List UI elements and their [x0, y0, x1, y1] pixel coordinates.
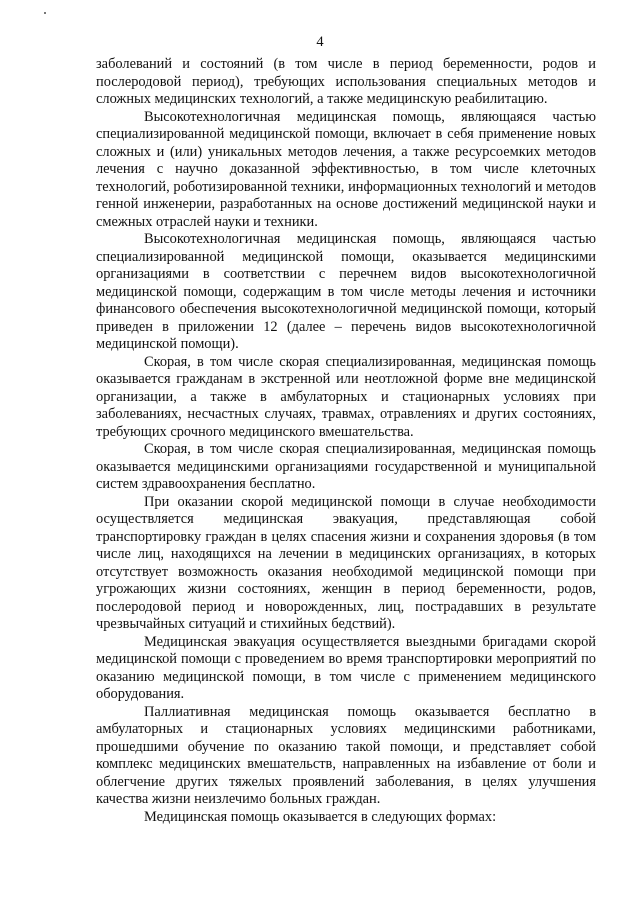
paragraph-care-forms-intro: Медицинская помощь оказывается в следующих формах:: [144, 808, 497, 825]
paragraph-evacuation-teams: Медицинская эвакуация осуществляется выездными бригадами скорой медицинской помощи с проведением во время транспортировки мероприятий по оказанию медицинской помощи, в том числе с применением медицинского оборудования.: [96, 633, 596, 702]
paragraph-palliative-care: Паллиативная медицинская помощь оказывается бесплатно в амбулаторных и стационарных условиях медицинскими работниками, прошедшими обучение по оказанию такой помощи, и представляет собой комплекс медицинских вмешательств, направленных на избавление от боли и облегчение других тяжелых проявлений заболевания, в целях улучшения качества жизни неизлечимо больных граждан.: [96, 703, 596, 807]
paragraph-medical-evacuation: При оказании скорой медицинской помощи в случае необходимости осуществляется медицинская эвакуация, представляющая собой транспортировку граждан в целях спасения жизни и сохранения здоровья (в том числе лиц, находящихся на лечении в медицинских организациях, в которых отсутствует возможность оказания необходимой медицинской помощи при угрожающих жизни состояниях, женщин в период беременности, родов, послеродовой период и новорожденных, лиц, пострадавших в результате чрезвычайных ситуаций и стихийных бедствий).: [96, 493, 596, 632]
paragraph-high-tech-care-provision: Высокотехнологичная медицинская помощь, являющаяся частью специализированной медицинской помощи, оказывается медицинскими организациями в соответствии с перечнем видов высокотехнологичной медицинской помощи, содержащим в том числе методы лечения и источники финансового обеспечения высокотехнологичной медицинской помощи, который приведен в приложении 12 (далее – перечень видов высокотехнологичной медицинской помощи).: [96, 231, 596, 352]
paragraph-emergency-care-free: Скорая, в том числе скорая специализированная, медицинская помощь оказывается медицинскими организациями государственной и муниципальной систем здравоохранения бесплатно.: [96, 441, 596, 492]
paragraph-high-tech-care-definition: Высокотехнологичная медицинская помощь, являющаяся частью специализированной медицинской помощи, включает в себя применение новых сложных и (или) уникальных методов лечения, а также ресурсоемких методов лечения с научно доказанной эффективностью, в том числе клеточных технологий, роботизированной техники, информационных технологий и методов генной инженерии, разработанных на основе достижений медицинской науки и смежных отраслей науки и техники.: [96, 108, 596, 230]
paragraph-emergency-care-conditions: Скорая, в том числе скорая специализированная, медицинская помощь оказывается гражданам в экстренной или неотложной форме вне медицинской организации, а также в амбулаторных и стационарных условиях при заболеваниях, несчастных случаях, травмах, отравлениях и других состояниях, требующих срочного медицинского вмешательства.: [96, 353, 596, 440]
document-body: [96, 56, 596, 826]
page-number: 4: [316, 34, 324, 50]
paragraph-continuation: заболеваний и состояний (в том числе в период беременности, родов и послеродовой период), требующих использования специальных методов и сложных медицинских технологий, а также медицинскую реабилитацию.: [96, 56, 596, 107]
scan-dot: [44, 12, 46, 14]
